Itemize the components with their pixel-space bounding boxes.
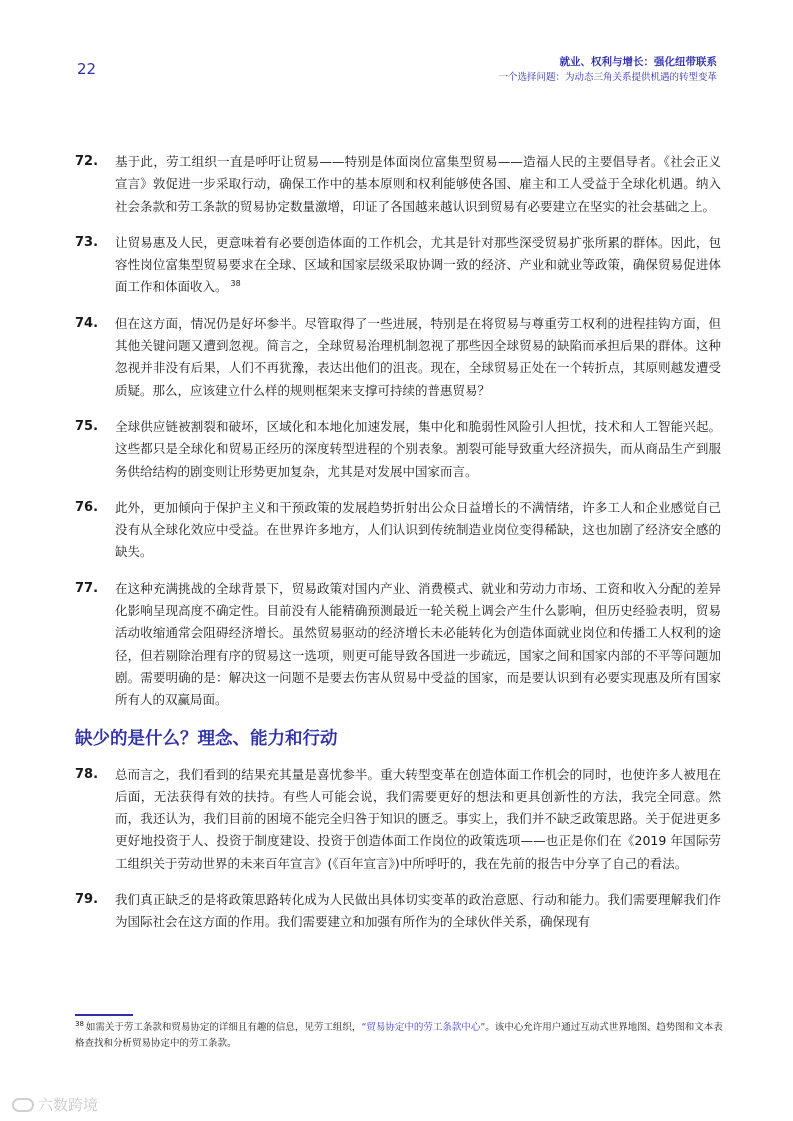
watermark: [12, 1094, 98, 1115]
paragraph-75: [75, 416, 725, 483]
paragraph-74: [75, 313, 725, 402]
footnote-link[interactable]: “贸易协定中的劳工条款中心”: [361, 1022, 486, 1033]
page-number: 22: [77, 60, 97, 78]
paragraph-text: 全球供应链被割裂和破坏，区域化和本地化加速发展，集中化和脆弱性风险引人担忧，技术和人工智能兴起。这些都只是全球化和贸易正经历的深度转型进程的个别表象。割裂可能导致重大经济损失，而从商品生产到服务供给结构的剧变则让形势更加复杂，尤其是对发展中国家而言。: [115, 418, 721, 479]
footnote-text-after: 。该中心允许用户通过互动式世界地图、趋势图和文本表格查找和分析贸易协定中的劳工条款。: [75, 1022, 723, 1049]
paragraph-78: [75, 764, 725, 875]
paragraph-number: 72.: [75, 154, 99, 169]
footnote: [75, 1020, 725, 1052]
paragraph-number: 78.: [75, 766, 99, 782]
paragraph-text: 但在这方面，情况仍是好坏参半。尽管取得了一些进展，特别是在将贸易与尊重劳工权利的进程挂钩方面，但其他关键问题又遭到忽视。简言之，全球贸易治理机制忽视了那些因全球贸易的缺陷而承担后果的群体。这种忽视并非没有后果，人们不再犹豫，表达出他们的沮丧。现在，全球贸易正处在一个转折点，其原则越发遭受质疑。那么，应该建立什么样的规则框架来支撑可持续的普惠贸易？: [115, 315, 721, 398]
paragraph-text: 此外，更加倾向于保护主义和干预政策的发展趋势折射出公众日益增长的不满情绪，许多工人和企业感觉自己没有从全球化效应中受益。在世界许多地方，人们认识到传统制造业岗位变得稀缺，这也加剧了经济安全感的缺失。: [115, 499, 721, 560]
section-heading: 缺少的是什么？理念、能力和行动: [75, 728, 338, 749]
paragraph-76: [75, 497, 725, 564]
footnote-divider: [75, 1014, 133, 1016]
paragraph-text: 在这种充满挑战的全球背景下，贸易政策对国内产业、消费模式、就业和劳动力市场、工资和收入分配的差异化影响呈现高度不确定性。目前没有人能精确预测最近一轮关税上调会产生什么影响，但历史经验表明，贸易活动收缩通常会阻碍经济增长。虽然贸易驱动的经济增长未必能转化为创造体面就业岗位和传播工人权利的途径，但若剔除治理有序的贸易这一选项，则更可能导致各国进一步疏远，国家之间和国家内部的不平等问题加剧。需要明确的是：解决这一问题不是要去伤害从贸易中受益的国家，而是要认识到有必要实现惠及所有国家所有人的双赢局面。: [115, 580, 721, 708]
paragraph-text-container: [115, 232, 721, 299]
running-header: [498, 54, 717, 85]
paragraph-77: [75, 578, 725, 712]
paragraph-text: 我们真正缺乏的是将政策思路转化成为人民做出具体切实变革的政治意愿、行动和能力。我们需要理解我们作为国际社会在这方面的作用。我们需要建立和加强有所作为的全球伙伴关系，确保现有: [115, 892, 721, 930]
paragraph-number: 73.: [75, 234, 99, 250]
paragraph-number: 75.: [75, 418, 99, 434]
paragraph-text: 基于此，劳工组织一直是呼吁让贸易——特别是体面岗位富集型贸易——造福人民的主要倡导者。《社会正义宣言》敦促进一步采取行动，确保工作中的基本原则和权利能够使各国、雇主和工人受益于全球化机遇。纳入社会条款和劳工条款的贸易协定数量激增，印证了各国越来越认识到贸易有必要建立在坚实的社会基础之上。: [115, 154, 721, 214]
paragraph-72: [75, 151, 725, 218]
paragraph-text: 总而言之，我们看到的结果充其量是喜忧参半。重大转型变革在创造体面工作机会的同时，也使许多人被甩在后面，无法获得有效的扶持。有些人可能会说，我们需要更好的想法和更具创新性的方法，我完全同意。然而，我还认为，我们目前的困境不能完全归咎于知识的匮乏。事实上，我们并不缺乏政策思路。关于促进更多更好地投资于人、投资于制度建设、投资于创造体面工作岗位的政策选项——也正是你们在《2019 年国际劳工组织关于劳动世界的未来百年宣言》(《百年宣言》)中所呼吁的，我在先前的报告中分享了自己的看法。: [115, 766, 721, 871]
paragraph-number: 77.: [75, 580, 99, 596]
paragraph-number: 76.: [75, 499, 99, 515]
watermark-logo-icon: [12, 1098, 34, 1112]
paragraph-number: 79.: [75, 892, 99, 908]
paragraph-number: 74.: [75, 315, 99, 331]
watermark-text: 六数跨境: [38, 1096, 99, 1114]
paragraph-73: [75, 232, 725, 299]
footnote-reference[interactable]: 38: [230, 279, 241, 289]
footnote-text-before: 如需关于劳工条款和贸易协定的详细且有趣的信息，见劳工组织，: [85, 1022, 362, 1033]
paragraph-text: 让贸易惠及人民，更意味着有必要创造体面的工作机会，尤其是针对那些深受贸易扩张所累的群体。因此，包容性岗位富集型贸易要求在全球、区域和国家层级采取协调一致的经济、产业和就业等政策，确保贸易促进体面工作和体面收入。: [115, 234, 721, 295]
paragraph-79: [75, 889, 725, 934]
body-content: [75, 151, 725, 948]
running-header-subtitle: 一个选择问题：为动态三角关系提供机遇的转型变革: [498, 72, 717, 83]
running-header-title: 就业、权利与增长：强化纽带联系: [559, 56, 717, 68]
footnote-mark: 38: [75, 1019, 84, 1028]
